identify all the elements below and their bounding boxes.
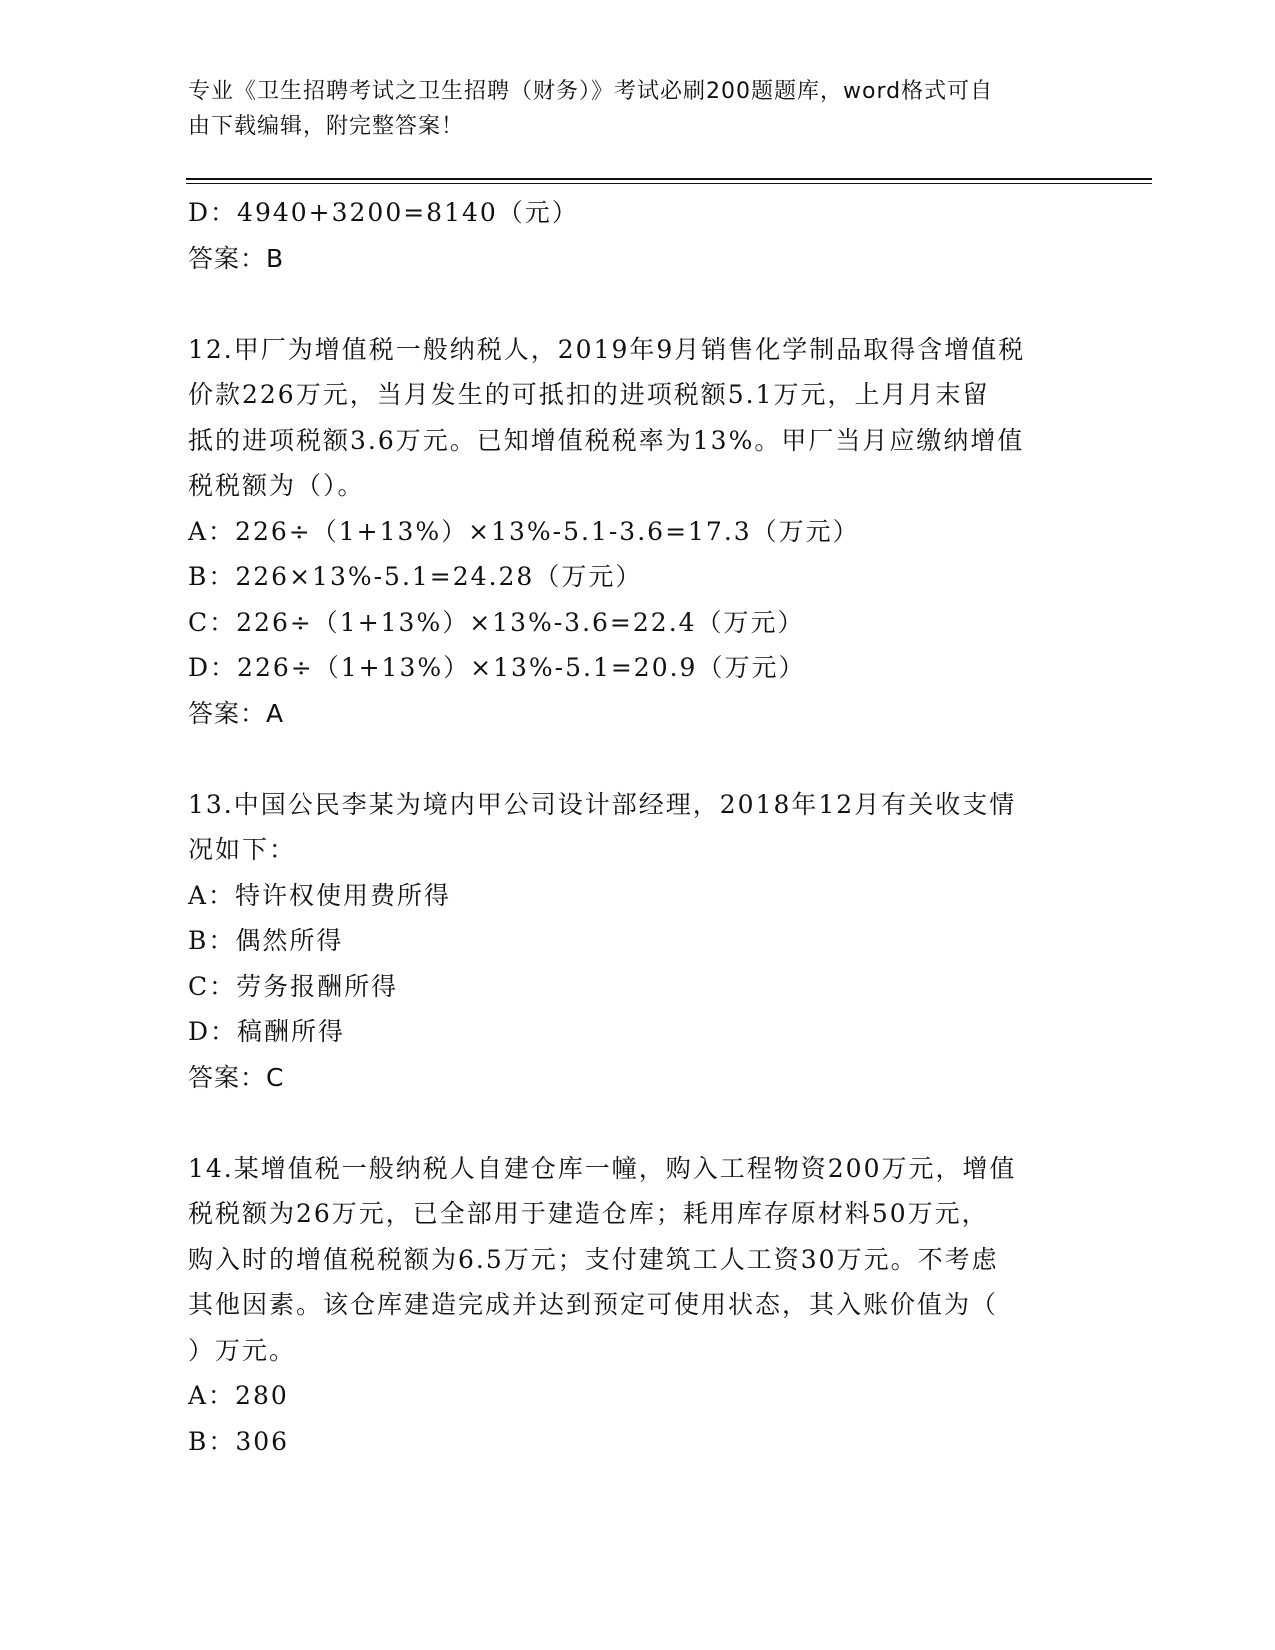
option-b: B：306: [188, 1426, 290, 1456]
document-header: [188, 74, 1068, 144]
spacer: [188, 736, 1088, 782]
question-13: [188, 782, 1088, 1101]
option-c: C：226÷（1+13%）×13%-3.6=22.4（万元）: [188, 607, 805, 637]
option-b: B：226×13%-5.1=24.28（万元）: [188, 562, 643, 591]
question-text-line: 税税额为26万元，已全部用于建造仓库；耗用库存原材料50万元，: [188, 1199, 989, 1228]
question-text-line: 况如下：: [188, 835, 297, 864]
option-d: D：226÷（1+13%）×13%-5.1=20.9（万元）: [188, 653, 806, 682]
option-d: D：稿酬所得: [188, 1017, 346, 1046]
answer-line: 答案：C: [188, 1062, 285, 1092]
header-divider-thin: [186, 183, 1152, 184]
question-text-line: 税税额为（）。: [188, 471, 365, 500]
document-body: [188, 190, 1088, 1464]
header-line-2: 由下载编辑，附完整答案！: [188, 114, 465, 139]
question-12: [188, 327, 1088, 737]
question-text-line: 13.中国公民李某为境内甲公司设计部经理，2018年12月有关收支情: [188, 789, 1017, 819]
spacer: [188, 281, 1088, 327]
question-text-line: 抵的进项税额3.6万元。已知增值税税率为13%。甲厂当月应缴纳增值: [188, 425, 1025, 455]
option-c: C：劳务报酬所得: [188, 971, 399, 1001]
spacer: [188, 1100, 1088, 1146]
question-text-line: 购入时的增值税税额为6.5万元；支付建筑工人工资30万元。不考虑: [188, 1244, 999, 1274]
option-a: A：226÷（1+13%）×13%-5.1-3.6=17.3（万元）: [188, 516, 860, 546]
question-text-line: ）万元。: [188, 1335, 297, 1365]
answer-line: 答案：A: [188, 698, 285, 728]
header-divider-thick: [186, 178, 1152, 180]
header-line-1: 专业《卫生招聘考试之卫生招聘（财务）》考试必刷200题题库，word格式可自: [188, 79, 994, 104]
option-b: B：偶然所得: [188, 926, 344, 955]
option-d: D：4940+3200=8140（元）: [188, 198, 579, 227]
question-text-line: 其他因素。该仓库建造完成并达到预定可使用状态，其入账价值为（: [188, 1290, 999, 1319]
previous-question-tail: [188, 190, 1088, 281]
answer-line: 答案：B: [188, 243, 285, 273]
question-14: [188, 1146, 1088, 1465]
option-a: A：280: [188, 1381, 289, 1410]
question-text-line: 价款226万元，当月发生的可抵扣的进项税额5.1万元，上月月末留: [188, 380, 990, 409]
question-text-line: 12.甲厂为增值税一般纳税人，2019年9月销售化学制品取得含增值税: [188, 334, 1026, 364]
question-text-line: 14.某增值税一般纳税人自建仓库一幢，购入工程物资200万元，增值: [188, 1153, 1017, 1183]
option-a: A：特许权使用费所得: [188, 880, 452, 910]
